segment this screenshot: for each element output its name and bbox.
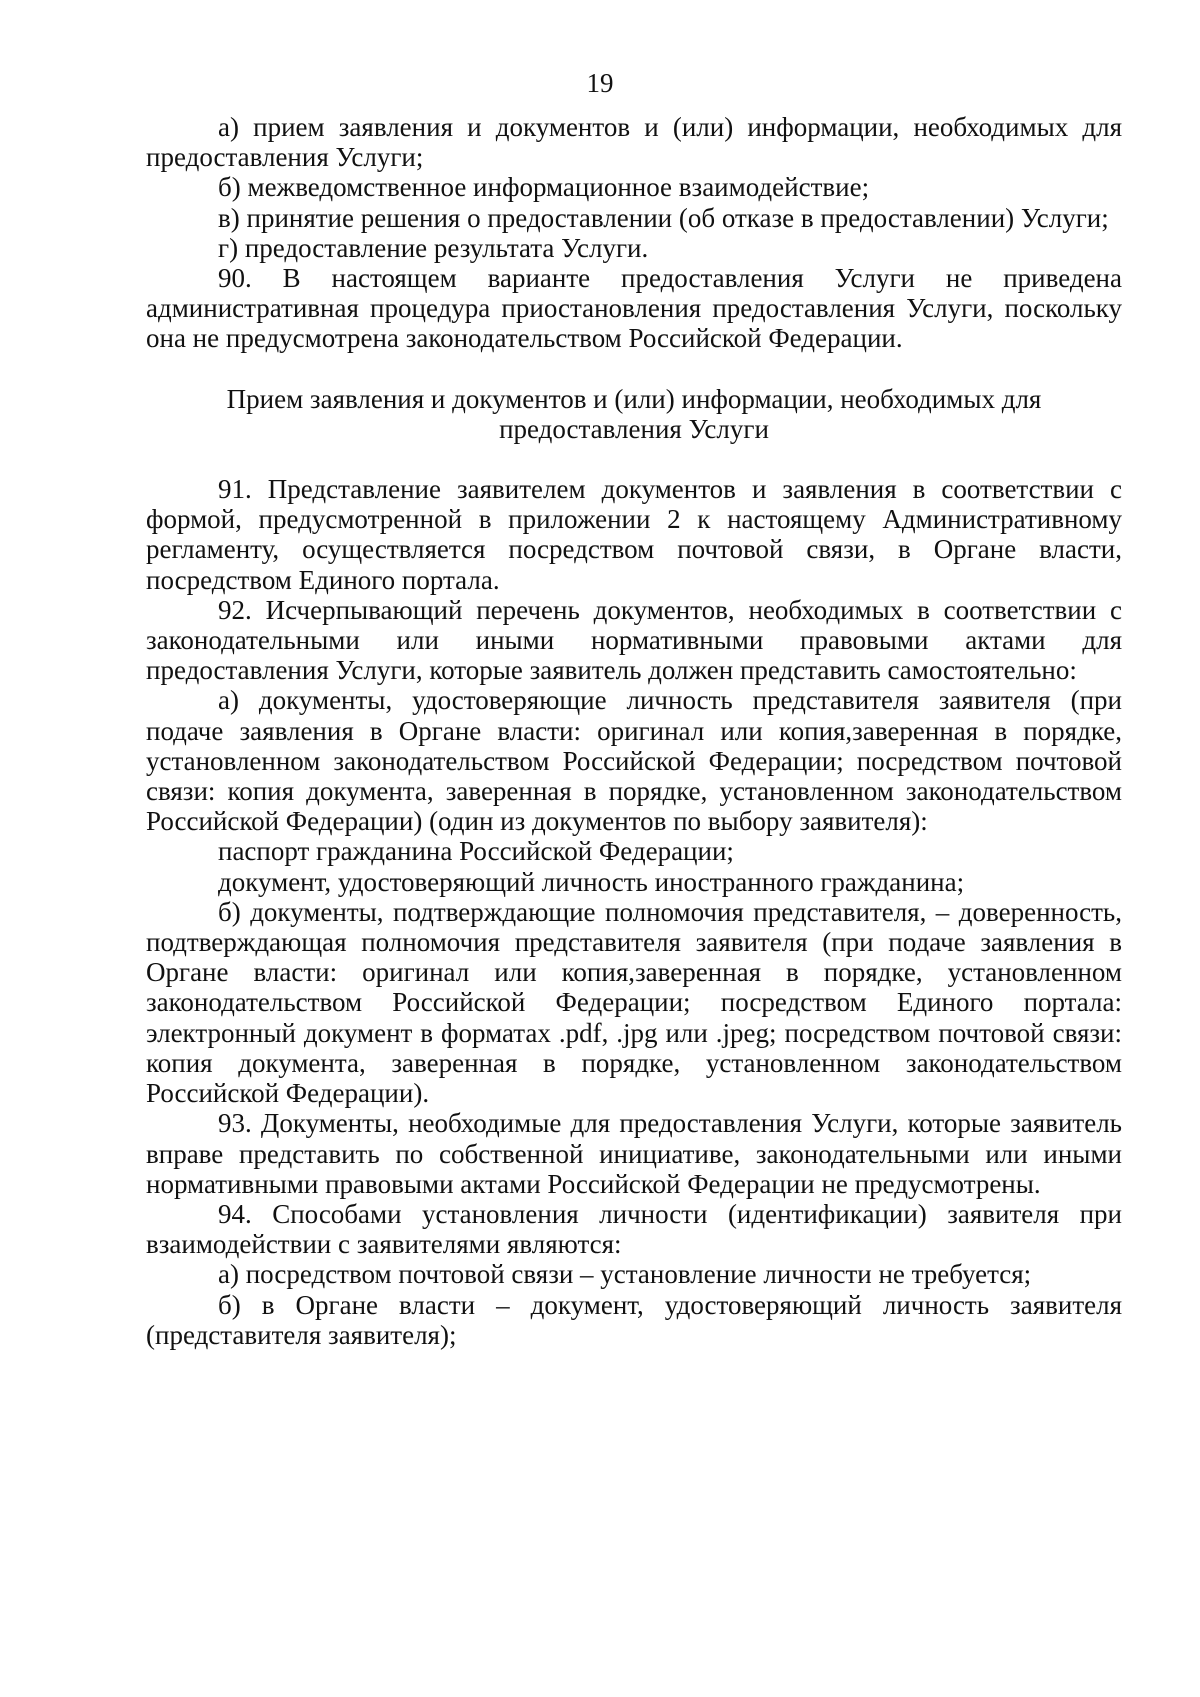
paragraph-91: 91. Представление заявителем документов и заявления в соответствии с формой, предусмотренной в приложении 2 к настоящему Административному регламенту, осуществляется посредством почтовой связи, в Органе власти, посредством Единого портала. xyxy=(146,474,1122,595)
paragraph-item-b: б) межведомственное информационное взаимодействие; xyxy=(218,172,870,203)
paragraph-94-item-a: а) посредством почтовой связи – установление личности не требуется; xyxy=(218,1259,1032,1290)
paragraph-item-a: а) прием заявления и документов и (или) информации, необходимых для предоставления Услуги; xyxy=(146,112,1122,173)
paragraph-92-item-a-passport: паспорт гражданина Российской Федерации; xyxy=(218,836,734,867)
paragraph-94: 94. Способами установления личности (идентификации) заявителя при взаимодействии с заявителями являются: xyxy=(146,1198,1122,1260)
section-heading-line-1: Прием заявления и документов и (или) информации, необходимых для xyxy=(226,383,1042,414)
spacer xyxy=(146,444,1122,474)
paragraph-94-item-b: б) в Органе власти – документ, удостоверяющий личность заявителя (представителя заявителя); xyxy=(146,1289,1122,1350)
paragraph-92-item-b: б) документы, подтверждающие полномочия представителя, – доверенность, подтверждающая полномочия представителя заявителя (при подаче заявления в Органе власти: оригинал или копия,заверенная в порядке, установленном законодательством Российской Федерации; посредством Единого портала: электронный документ в форматах .pdf, .jpg или .jpeg; посредством почтовой связи: копия документа, заверенная в порядке, установленном законодательством Российской Федерации). xyxy=(146,896,1122,1109)
paragraph-92: 92. Исчерпывающий перечень документов, необходимых в соответствии с законодательными или иными нормативными правовыми актами для предоставления Услуги, которые заявитель должен представить самостоятельно: xyxy=(146,594,1122,686)
paragraph-92-item-a: а) документы, удостоверяющие личность представителя заявителя (при подаче заявления в Органе власти: оригинал или копия,заверенная в порядке, установленном законодательством Российской Федерации; посредством почтовой связи: копия документа, заверенная в порядке, установленном законодательством Российской Федерации) (один из документов по выбору заявителя): xyxy=(146,685,1122,837)
document-body xyxy=(146,112,1122,1350)
paragraph-90: 90. В настоящем варианте предоставления Услуги не приведена административная процедура приостановления предоставления Услуги, поскольку она не предусмотрена законодательством Российской Федерации. xyxy=(146,263,1122,354)
paragraph-93: 93. Документы, необходимые для предоставления Услуги, которые заявитель вправе представить по собственной инициативе, законодательными или иными нормативными правовыми актами Российской Федерации не предусмотрены. xyxy=(146,1108,1122,1199)
spacer xyxy=(146,354,1122,384)
section-heading-line-2: предоставления Услуги xyxy=(499,413,769,444)
paragraph-item-g: г) предоставление результата Услуги. xyxy=(218,232,649,263)
paragraph-item-v: в) принятие решения о предоставлении (об отказе в предоставлении) Услуги; xyxy=(218,202,1109,233)
page-number: 19 xyxy=(586,68,614,98)
section-heading xyxy=(146,384,1122,444)
paragraph-92-item-a-foreign-id: документ, удостоверяющий личность иностранного гражданина; xyxy=(218,866,965,897)
